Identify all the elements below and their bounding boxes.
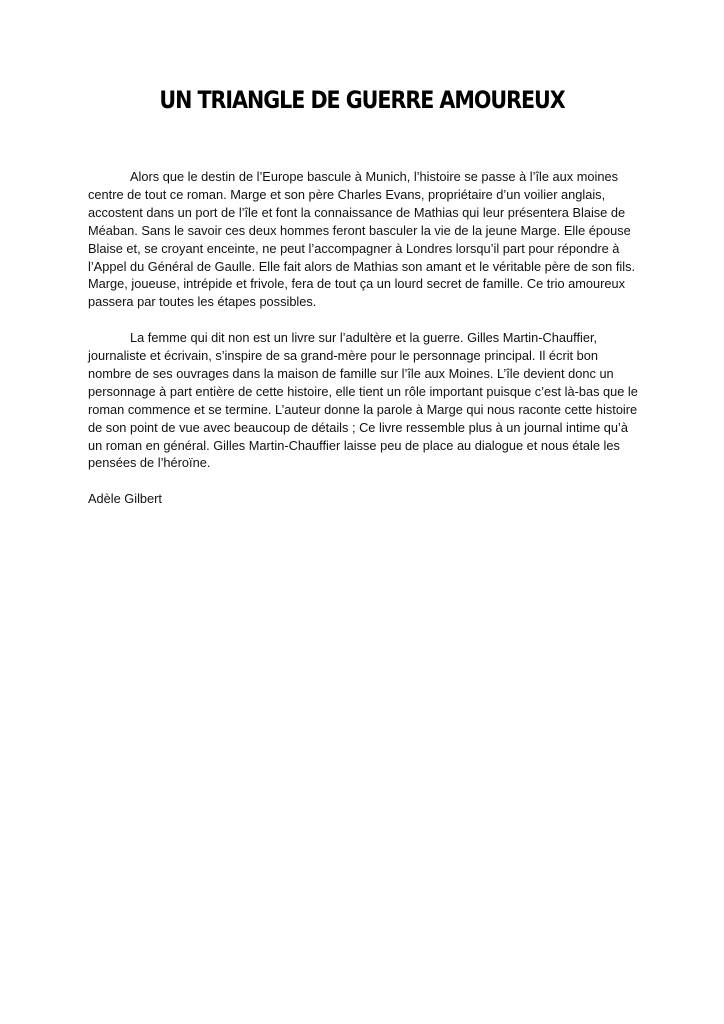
paragraph-2: La femme qui dit non est un livre sur l’adultère et la guerre. Gilles Martin-Chauffier, journaliste et écrivain, s’inspire de sa grand-mère pour le personnage principal. Il écrit bon nombre de ses ouvrages dans la maison de famille sur l’île aux Moines. L’île devient donc un personnage à part entière de cette histoire, elle tient un rôle important puisque c’est là-bas que le roman commence et se termine. L’auteur donne la parole à Marge qui nous raconte cette histoire de son point de vue avec beaucoup de détails ; Ce livre ressemble plus à un journal intime qu’à un roman en général. Gilles Martin-Chauffier laisse peu de place au dialogue et nous étale les pensées de l’héroïne. [88,330,638,471]
page-title: UN TRIANGLE DE GUERRE AMOUREUX [159,86,565,114]
paragraph-1: Alors que le destin de l’Europe bascule à Munich, l’histoire se passe à l’île aux moines centre de tout ce roman. Marge et son père Charles Evans, propriétaire d’un voilier anglais, accostent dans un port de l’île et font la connaissance de Mathias qui leur présentera Blaise de Méaban. Sans le savoir ces deux hommes feront basculer la vie de la jeune Marge. Elle épouse Blaise et, se croyant enceinte, ne peut l’accompagner à Londres lorsqu’il part pour répondre à l’Appel du Général de Gaulle. Elle fait alors de Mathias son amant et le véritable père de son fils. Marge, joueuse, intrépide et frivole, fera de tout ça un lourd secret de famille. Ce trio amoureux passera par toutes les étapes possibles. [88,169,636,310]
author-signature: Adèle Gilbert [88,491,162,507]
article-body [88,168,638,508]
